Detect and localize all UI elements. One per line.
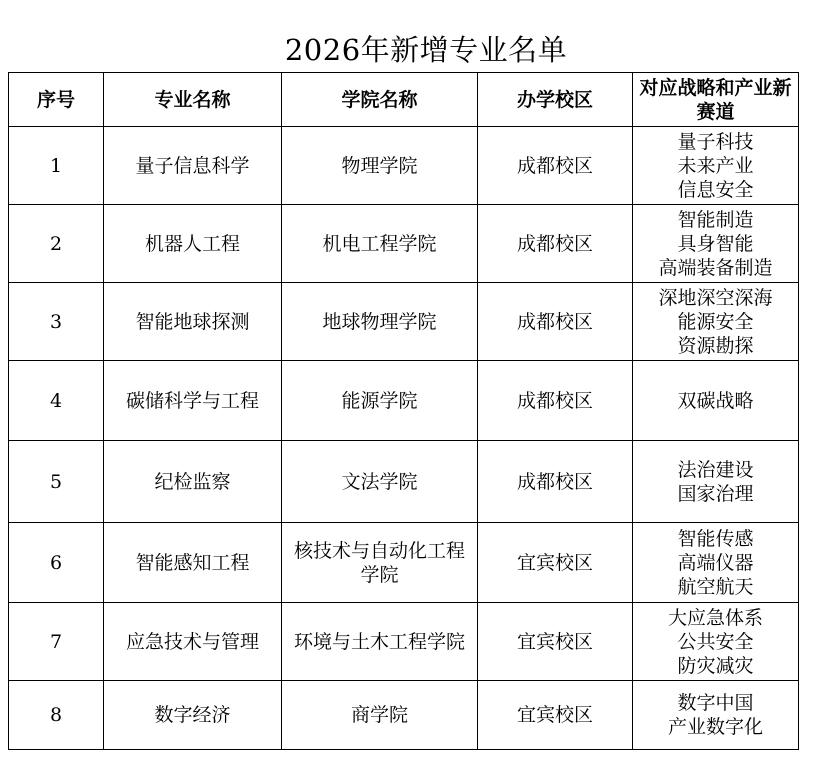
- table-row: [9, 681, 799, 750]
- college-name: 地球物理学院: [282, 283, 478, 361]
- header-strategy: 对应战略和产业新赛道: [633, 73, 799, 127]
- campus-name: 宜宾校区: [478, 603, 633, 681]
- row-index: 6: [9, 523, 104, 603]
- strategy-item: 深地深空深海: [658, 286, 773, 309]
- header-college: 学院名称: [282, 73, 478, 127]
- row-index: 1: [9, 127, 104, 205]
- campus-name: 成都校区: [478, 441, 633, 523]
- college-name: 文法学院: [282, 441, 478, 523]
- header-index: 序号: [9, 73, 104, 127]
- page-title: 2026年新增专业名单: [284, 33, 568, 67]
- strategy-item: 量子科技: [677, 130, 754, 153]
- strategy-directions: [633, 603, 799, 681]
- row-index: 8: [9, 681, 104, 750]
- campus-name: 宜宾校区: [478, 523, 633, 603]
- row-index: 3: [9, 283, 104, 361]
- table-row: [9, 441, 799, 523]
- strategy-item: 航空航天: [677, 575, 754, 598]
- table-row: [9, 361, 799, 441]
- strategy-item: 大应急体系: [667, 606, 763, 629]
- strategy-item: 防灾减灾: [677, 654, 754, 677]
- strategy-item: 具身智能: [677, 232, 754, 255]
- strategy-item: 产业数字化: [667, 716, 763, 738]
- major-name: 数字经济: [104, 681, 282, 750]
- majors-table: [8, 72, 799, 750]
- campus-name: 成都校区: [478, 205, 633, 283]
- strategy-item: 信息安全: [677, 178, 754, 201]
- table-row: [9, 603, 799, 681]
- strategy-item: 高端装备制造: [658, 256, 773, 279]
- strategy-directions: [633, 681, 799, 750]
- strategy-directions: [633, 283, 799, 361]
- row-index: 7: [9, 603, 104, 681]
- table-row: [9, 283, 799, 361]
- row-index: 5: [9, 441, 104, 523]
- campus-name: 成都校区: [478, 283, 633, 361]
- campus-name: 成都校区: [478, 127, 633, 205]
- strategy-item: 智能传感: [677, 527, 754, 550]
- strategy-item: 能源安全: [677, 310, 754, 333]
- college-name: 核技术与自动化工程学院: [282, 523, 478, 603]
- strategy-item: 未来产业: [677, 154, 754, 177]
- college-name: 商学院: [282, 681, 478, 750]
- row-index: 4: [9, 361, 104, 441]
- header-major: 专业名称: [104, 73, 282, 127]
- campus-name: 宜宾校区: [478, 681, 633, 750]
- table-row: [9, 205, 799, 283]
- major-name: 碳储科学与工程: [104, 361, 282, 441]
- table-row: [9, 523, 799, 603]
- major-name: 智能地球探测: [104, 283, 282, 361]
- college-name: 物理学院: [282, 127, 478, 205]
- row-index: 2: [9, 205, 104, 283]
- major-name: 应急技术与管理: [104, 603, 282, 681]
- strategy-directions: [633, 361, 799, 441]
- strategy-item: 资源勘探: [677, 334, 754, 357]
- strategy-item: 高端仪器: [677, 551, 754, 574]
- major-name: 机器人工程: [104, 205, 282, 283]
- major-name: 纪检监察: [104, 441, 282, 523]
- strategy-item: 智能制造: [677, 208, 754, 231]
- strategy-item: 双碳战略: [677, 389, 754, 412]
- major-name: 量子信息科学: [104, 127, 282, 205]
- header-campus: 办学校区: [478, 73, 633, 127]
- table-header-row: [9, 73, 799, 127]
- college-name: 能源学院: [282, 361, 478, 441]
- major-name: 智能感知工程: [104, 523, 282, 603]
- strategy-item: 数字中国: [677, 692, 754, 714]
- strategy-item: 国家治理: [677, 482, 754, 505]
- strategy-directions: [633, 441, 799, 523]
- strategy-directions: [633, 523, 799, 603]
- strategy-item: 公共安全: [677, 630, 754, 653]
- strategy-item: 法治建设: [677, 458, 754, 481]
- college-name: 机电工程学院: [282, 205, 478, 283]
- college-name: 环境与土木工程学院: [282, 603, 478, 681]
- table-row: [9, 127, 799, 205]
- strategy-directions: [633, 127, 799, 205]
- strategy-directions: [633, 205, 799, 283]
- campus-name: 成都校区: [478, 361, 633, 441]
